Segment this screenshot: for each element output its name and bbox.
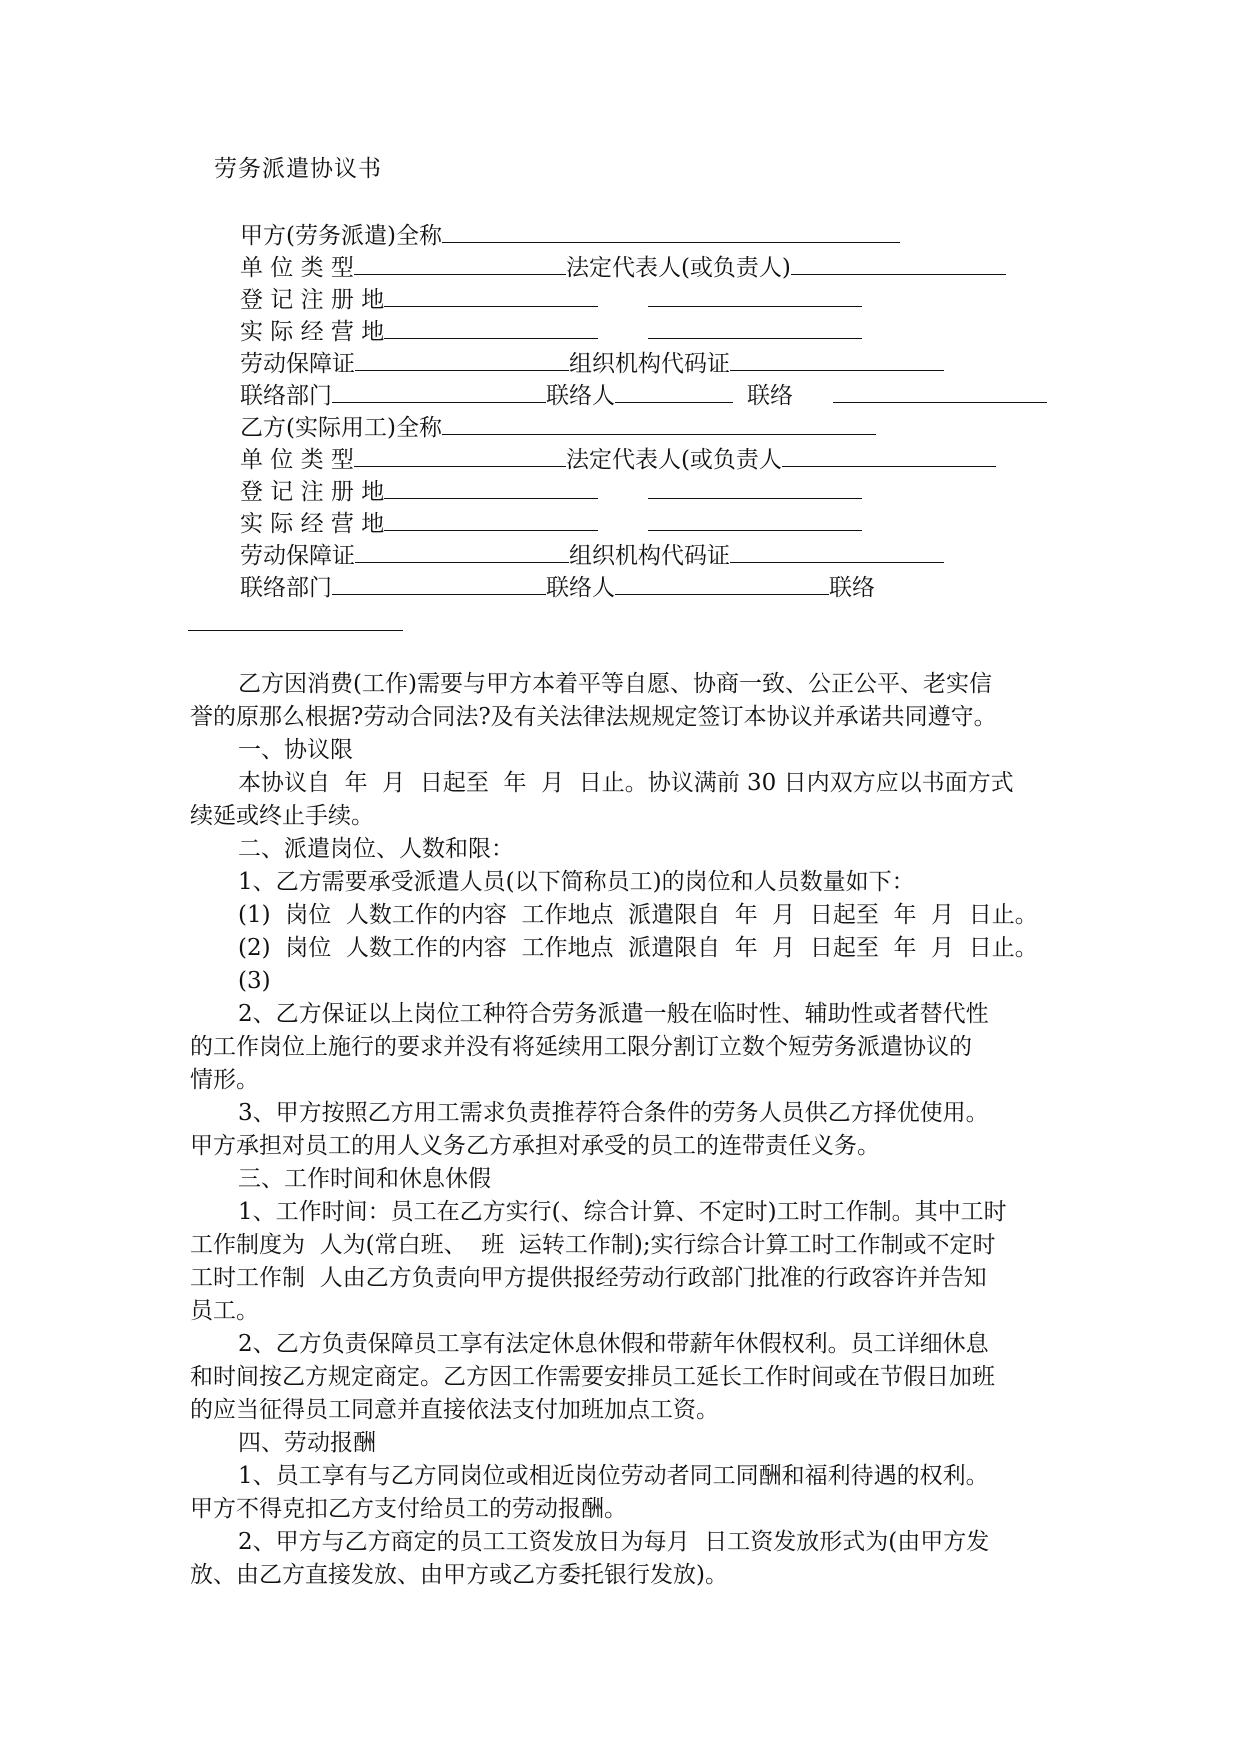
party-b-reg-label: 登 记 注 册 地 bbox=[240, 479, 385, 505]
party-a-name-label: 甲方(劳务派遣)全称 bbox=[240, 223, 442, 249]
section-2-item-3-line-1: 3、甲方按照乙方用工需求负责推荐符合条件的劳务人员供乙方择优使用。 bbox=[238, 1100, 989, 1126]
section-1-heading: 一、协议限 bbox=[238, 737, 353, 763]
party-a-legal-blank[interactable] bbox=[791, 252, 1006, 275]
party-b-legal-blank[interactable] bbox=[782, 444, 996, 467]
section-3-heading: 三、工作时间和休息休假 bbox=[238, 1166, 491, 1192]
party-b-dept-label: 联络部门 bbox=[240, 575, 332, 601]
party-a-name-blank[interactable] bbox=[442, 220, 900, 243]
section-3-item-1-line-2: 工作制度为 人为(常白班、 班 运转工作制);实行综合计算工时工作制或不定时 bbox=[190, 1232, 996, 1258]
party-a-legal-label: 法定代表人(或负责人) bbox=[565, 255, 791, 281]
section-2-item-2-line-2: 的工作岗位上施行的要求并没有将延续用工限分割订立数个短劳务派遣协议的 bbox=[190, 1034, 972, 1060]
party-b-cert-label: 劳动保障证 bbox=[240, 543, 355, 569]
section-4-heading: 四、劳动报酬 bbox=[238, 1430, 376, 1456]
party-a-dept-label: 联络部门 bbox=[240, 383, 332, 409]
section-2-row-1: (1) 岗位 人数工作的内容 工作地点 派遣限自 年 月 日起至 年 月 日止。 bbox=[238, 902, 1038, 928]
party-a-reg-label: 登 记 注 册 地 bbox=[240, 287, 385, 313]
party-a-org-label: 组织机构代码证 bbox=[569, 351, 730, 377]
party-b-type-row bbox=[240, 444, 996, 476]
party-b-person-label: 联络人 bbox=[546, 575, 615, 601]
party-b-reg-blank[interactable] bbox=[384, 476, 598, 499]
section-4-item-1-line-2: 甲方不得克扣乙方支付给员工的劳动报酬。 bbox=[190, 1496, 627, 1522]
party-a-cert-row bbox=[240, 348, 944, 380]
party-b-cert-row bbox=[240, 540, 944, 572]
party-a-actual-blank[interactable] bbox=[384, 316, 598, 339]
party-a-org-blank[interactable] bbox=[730, 348, 944, 371]
section-4-item-2-line-1: 2、甲方与乙方商定的员工工资发放日为每月 日工资发放形式为(由甲方发 bbox=[238, 1529, 990, 1555]
party-a-contact-row bbox=[240, 380, 1047, 412]
section-1-line-2: 续延或终止手续。 bbox=[190, 803, 374, 829]
party-b-org-blank[interactable] bbox=[730, 540, 944, 563]
party-a-name-row bbox=[240, 220, 900, 252]
section-2-item-2-line-3: 情形。 bbox=[190, 1067, 259, 1093]
section-3-item-2-line-2: 和时间按乙方规定商定。乙方因工作需要安排员工延长工作时间或在节假日加班 bbox=[190, 1364, 995, 1390]
section-2-row-2: (2) 岗位 人数工作的内容 工作地点 派遣限自 年 月 日起至 年 月 日止。 bbox=[238, 935, 1038, 961]
party-b-name-blank[interactable] bbox=[442, 412, 876, 435]
section-2-item-2-line-1: 2、乙方保证以上岗位工种符合劳务派遣一般在临时性、辅助性或者替代性 bbox=[238, 1001, 989, 1027]
section-3-item-2-line-1: 2、乙方负责保障员工享有法定休息休假和带薪年休假权利。员工详细休息 bbox=[238, 1331, 989, 1357]
section-2-row-3: (3) bbox=[238, 968, 271, 994]
party-a-actual-blank-2[interactable] bbox=[648, 316, 862, 339]
party-b-org-label: 组织机构代码证 bbox=[569, 543, 730, 569]
party-b-actual-blank[interactable] bbox=[384, 508, 598, 531]
party-a-actual-label: 实 际 经 营 地 bbox=[240, 319, 385, 345]
party-b-contact-blank[interactable] bbox=[188, 630, 403, 631]
party-a-reg-row bbox=[240, 284, 862, 316]
party-b-type-label: 单 位 类 型 bbox=[240, 447, 354, 473]
party-b-person-blank[interactable] bbox=[615, 572, 829, 595]
section-3-item-1-line-1: 1、工作时间：员工在乙方实行(、综合计算、不定时)工时工作制。其中工时 bbox=[238, 1199, 1007, 1225]
intro-line-1: 乙方因消费(工作)需要与甲方本着平等自愿、协商一致、公正公平、老实信 bbox=[238, 671, 992, 697]
party-b-reg-blank-2[interactable] bbox=[648, 476, 862, 499]
party-a-type-label: 单 位 类 型 bbox=[240, 255, 354, 281]
party-b-contact-label: 联络 bbox=[829, 575, 875, 601]
section-2-item-3-line-2: 甲方承担对员工的用人义务乙方承担对承受的员工的连带责任义务。 bbox=[190, 1133, 880, 1159]
party-a-cert-blank[interactable] bbox=[355, 348, 569, 371]
party-a-actual-row bbox=[240, 316, 862, 348]
party-b-actual-label: 实 际 经 营 地 bbox=[240, 511, 385, 537]
section-3-item-1-line-3: 工时工作制 人由乙方负责向甲方提供报经劳动行政部门批准的行政容许并告知 bbox=[190, 1265, 987, 1291]
party-a-person-label: 联络人 bbox=[546, 383, 615, 409]
party-a-reg-blank-2[interactable] bbox=[648, 284, 862, 307]
party-b-cert-blank[interactable] bbox=[355, 540, 569, 563]
party-a-contact-blank[interactable] bbox=[833, 380, 1047, 403]
party-a-reg-blank[interactable] bbox=[384, 284, 598, 307]
section-3-item-2-line-3: 的应当征得员工同意并直接依法支付加班加点工资。 bbox=[190, 1397, 719, 1423]
party-b-type-blank[interactable] bbox=[354, 444, 566, 467]
party-b-contact-row bbox=[240, 572, 875, 604]
section-2-item-1: 1、乙方需要承受派遣人员(以下简称员工)的岗位和人员数量如下： bbox=[238, 869, 915, 895]
intro-line-2: 誉的原那么根据?劳动合同法?及有关法律法规规定签订本协议并承诺共同遵守。 bbox=[190, 704, 997, 730]
party-b-actual-row bbox=[240, 508, 862, 540]
party-b-name-row bbox=[240, 412, 876, 444]
section-2-heading: 二、派遣岗位、人数和限： bbox=[238, 836, 514, 862]
party-a-cert-label: 劳动保障证 bbox=[240, 351, 355, 377]
party-a-person-blank[interactable] bbox=[615, 380, 733, 403]
document-title: 劳务派遣协议书 bbox=[214, 156, 382, 182]
party-b-dept-blank[interactable] bbox=[332, 572, 546, 595]
party-a-dept-blank[interactable] bbox=[332, 380, 546, 403]
section-1-line-1: 本协议自 年 月 日起至 年 月 日止。协议满前 30 日内双方应以书面方式 bbox=[238, 770, 1014, 796]
party-b-legal-label: 法定代表人(或负责人 bbox=[565, 447, 782, 473]
party-a-type-blank[interactable] bbox=[354, 252, 566, 275]
party-a-contact-label: 联络 bbox=[747, 383, 793, 409]
party-b-reg-row bbox=[240, 476, 862, 508]
party-b-actual-blank-2[interactable] bbox=[648, 508, 862, 531]
section-4-item-1-line-1: 1、员工享有与乙方同岗位或相近岗位劳动者同工同酬和福利待遇的权利。 bbox=[238, 1463, 989, 1489]
party-b-name-label: 乙方(实际用工)全称 bbox=[240, 415, 442, 441]
party-a-type-row bbox=[240, 252, 1006, 284]
section-3-item-1-line-4: 员工。 bbox=[190, 1298, 259, 1324]
section-4-item-2-line-2: 放、由乙方直接发放、由甲方或乙方委托银行发放)。 bbox=[190, 1562, 728, 1588]
